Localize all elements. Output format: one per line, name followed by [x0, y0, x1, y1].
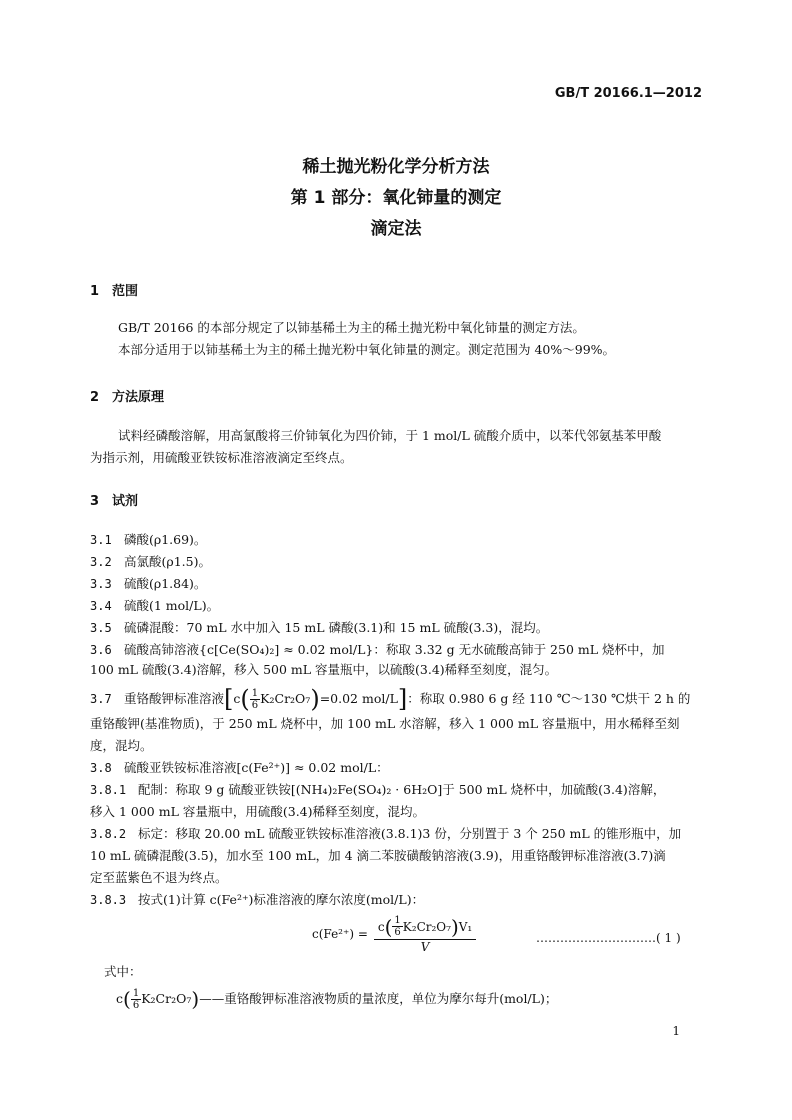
- reagent-3-6-continuation: 100 mL 硫酸(3.4)溶解，移入 500 mL 容量瓶中，以硫酸(3.4)稀释至刻度，混匀。: [90, 662, 558, 677]
- doc-title-line3: 滴定法: [370, 219, 422, 239]
- reagent-3-8-2: [90, 824, 681, 844]
- fraction-one-sixth: [131, 988, 141, 1011]
- clause-number: 3.8.2: [90, 827, 127, 841]
- paren-open: (: [240, 685, 250, 713]
- reagent-3-4: [90, 596, 219, 616]
- reagent-3-8-2-continuation-2: 定至蓝紫色不退为终点。: [90, 870, 228, 885]
- equation-denominator: V: [420, 939, 430, 954]
- standard-number: GB/T 20166.1—2012: [554, 86, 702, 101]
- formula-k2cr2o7: K₂Cr₂O₇: [402, 919, 451, 934]
- scope-paragraph-2: 本部分适用于以铈基稀土为主的稀土抛光粉中氧化铈量的测定。测定范围为 40%～99%。: [118, 342, 616, 357]
- clause-text: 配制：称取 9 g 硫酸亚铁铵[(NH₄)₂Fe(SO₄)₂ · 6H₂O]于 500 mL 烧杯中，加硫酸(3.4)溶解，: [138, 782, 666, 797]
- clause-number: 3.6: [90, 643, 112, 657]
- clause-number: 3.3: [90, 577, 112, 591]
- clause-text: 硫磷混酸：70 mL 水中加入 15 mL 磷酸(3.1)和 15 mL 硫酸(3.3)，混均。: [124, 620, 549, 635]
- volume-v1: V₁: [458, 919, 473, 934]
- fraction-denominator: 6: [132, 999, 140, 1011]
- bracket-open: [: [224, 685, 234, 713]
- section-title: 范围: [112, 284, 139, 299]
- paren-open: (: [384, 914, 393, 939]
- bracket-close: ]: [397, 685, 408, 713]
- fraction-numerator: 1: [251, 687, 259, 699]
- clause-text: 高氯酸(ρ1.5)。: [124, 554, 211, 569]
- principle-line-2: 为指示剂，用硫酸亚铁铵标准溶液滴定至终点。: [90, 450, 353, 465]
- clause-text: 硫酸(1 mol/L)。: [124, 598, 220, 613]
- section-heading-reagents: [90, 490, 138, 509]
- reagent-3-8: [90, 758, 389, 778]
- fraction-denominator: 6: [394, 927, 401, 938]
- clause-text: 硫酸高铈溶液{c[Ce(SO₄)₂] ≈ 0.02 mol/L}：称取 3.32 g 无水硫酸高铈于 250 mL 烧杯中，加: [124, 642, 665, 657]
- reagent-3-8-3: [90, 890, 424, 910]
- reagent-3-5: [90, 618, 548, 638]
- reagent-3-2: [90, 552, 211, 572]
- page-number: 1: [672, 1024, 680, 1038]
- clause-lead: 重铬酸钾标准溶液: [124, 691, 225, 706]
- reagent-3-8-2-continuation-1: 10 mL 硫磷混酸(3.5)，加水至 100 mL，加 4 滴二苯胺磺酸钠溶液(3.9)，用重铬酸钾标准溶液(3.7)滴: [90, 848, 666, 863]
- fraction-denominator: 6: [251, 699, 259, 711]
- where-definition: [116, 984, 557, 1014]
- reagent-3-3: [90, 574, 206, 594]
- clause-number: 3.8.3: [90, 893, 127, 907]
- fraction-numerator: 1: [132, 987, 140, 999]
- reagent-3-1: [90, 530, 206, 550]
- equation-lhs: c(Fe²⁺) =: [312, 927, 368, 941]
- clause-number: 3.8.1: [90, 783, 127, 797]
- section-number: 2: [90, 390, 100, 405]
- clause-number: 3.8: [90, 761, 112, 775]
- equation-label: …………………………( 1 ): [536, 931, 681, 945]
- concentration-value: =0.02 mol/L: [319, 691, 398, 706]
- reagent-3-7-continuation-2: 度，混均。: [90, 738, 153, 753]
- section-heading-principle: [90, 386, 164, 405]
- formula-k2cr2o7: K₂Cr₂O₇: [260, 691, 311, 706]
- scope-paragraph-1: GB/T 20166 的本部分规定了以铈基稀土为主的稀土抛光粉中氧化铈量的测定方法。: [118, 320, 585, 335]
- equation-fraction: [374, 915, 476, 954]
- fraction-one-sixth: [250, 688, 260, 711]
- clause-text: 硫酸亚铁铵标准溶液[c(Fe²⁺)] ≈ 0.02 mol/L：: [124, 760, 389, 775]
- fraction-one-sixth: [392, 915, 402, 938]
- clause-number: 3.4: [90, 599, 112, 613]
- equation-numerator: [374, 915, 476, 940]
- fraction-numerator: 1: [394, 915, 401, 926]
- equation-1: [312, 912, 476, 956]
- clause-rest: ：称取 0.980 6 g 经 110 ℃～130 ℃烘干 2 h 的: [407, 691, 691, 706]
- reagent-3-7-continuation-1: 重铬酸钾(基准物质)，于 250 mL 烧杯中，加 100 mL 水溶解，移入 1 000 mL 容量瓶中，用水稀释至刻: [90, 716, 680, 731]
- reagent-3-8-1: [90, 780, 665, 800]
- paren-open: (: [123, 987, 131, 1011]
- formula-k2cr2o7: K₂Cr₂O₇: [141, 991, 192, 1006]
- where-intro: 式中：: [104, 964, 142, 979]
- paren-close: ): [191, 987, 200, 1011]
- paren-close: ): [450, 914, 459, 939]
- clause-number: 3.5: [90, 621, 112, 635]
- section-title: 试剂: [112, 494, 139, 509]
- doc-title-line2: 第 1 部分：氧化铈量的测定: [290, 188, 502, 208]
- reagent-3-7: [90, 684, 690, 714]
- clause-text: 磷酸(ρ1.69)。: [124, 532, 207, 547]
- reagent-3-8-1-continuation: 移入 1 000 mL 容量瓶中，用硫酸(3.4)稀释至刻度，混均。: [90, 804, 425, 819]
- clause-text: 标定：移取 20.00 mL 硫酸亚铁铵标准溶液(3.8.1)3 份，分别置于 3 个 250 mL 的锥形瓶中，加: [138, 826, 682, 841]
- doc-title-line1: 稀土抛光粉化学分析方法: [302, 157, 490, 177]
- clause-number: 3.2: [90, 555, 112, 569]
- section-number: 1: [90, 284, 100, 299]
- symbol-c: c: [377, 919, 385, 934]
- clause-number: 3.7: [90, 692, 112, 706]
- reagent-3-6: [90, 640, 665, 660]
- paren-close: ): [310, 685, 320, 713]
- clause-text: 按式(1)计算 c(Fe²⁺)标准溶液的摩尔浓度(mol/L)：: [138, 892, 425, 907]
- symbol-c: c: [116, 991, 124, 1006]
- section-heading-scope: [90, 280, 138, 299]
- section-number: 3: [90, 494, 100, 509]
- clause-number: 3.1: [90, 533, 112, 547]
- principle-line-1: 试料经磷酸溶解，用高氯酸将三价铈氧化为四价铈，于 1 mol/L 硫酸介质中，以苯代邻氨基苯甲酸: [118, 428, 662, 443]
- section-title: 方法原理: [112, 390, 165, 405]
- clause-text: 硫酸(ρ1.84)。: [124, 576, 207, 591]
- symbol-c: c: [233, 691, 241, 706]
- definition-text: ——重铬酸钾标准溶液物质的量浓度，单位为摩尔每升(mol/L)；: [199, 991, 558, 1006]
